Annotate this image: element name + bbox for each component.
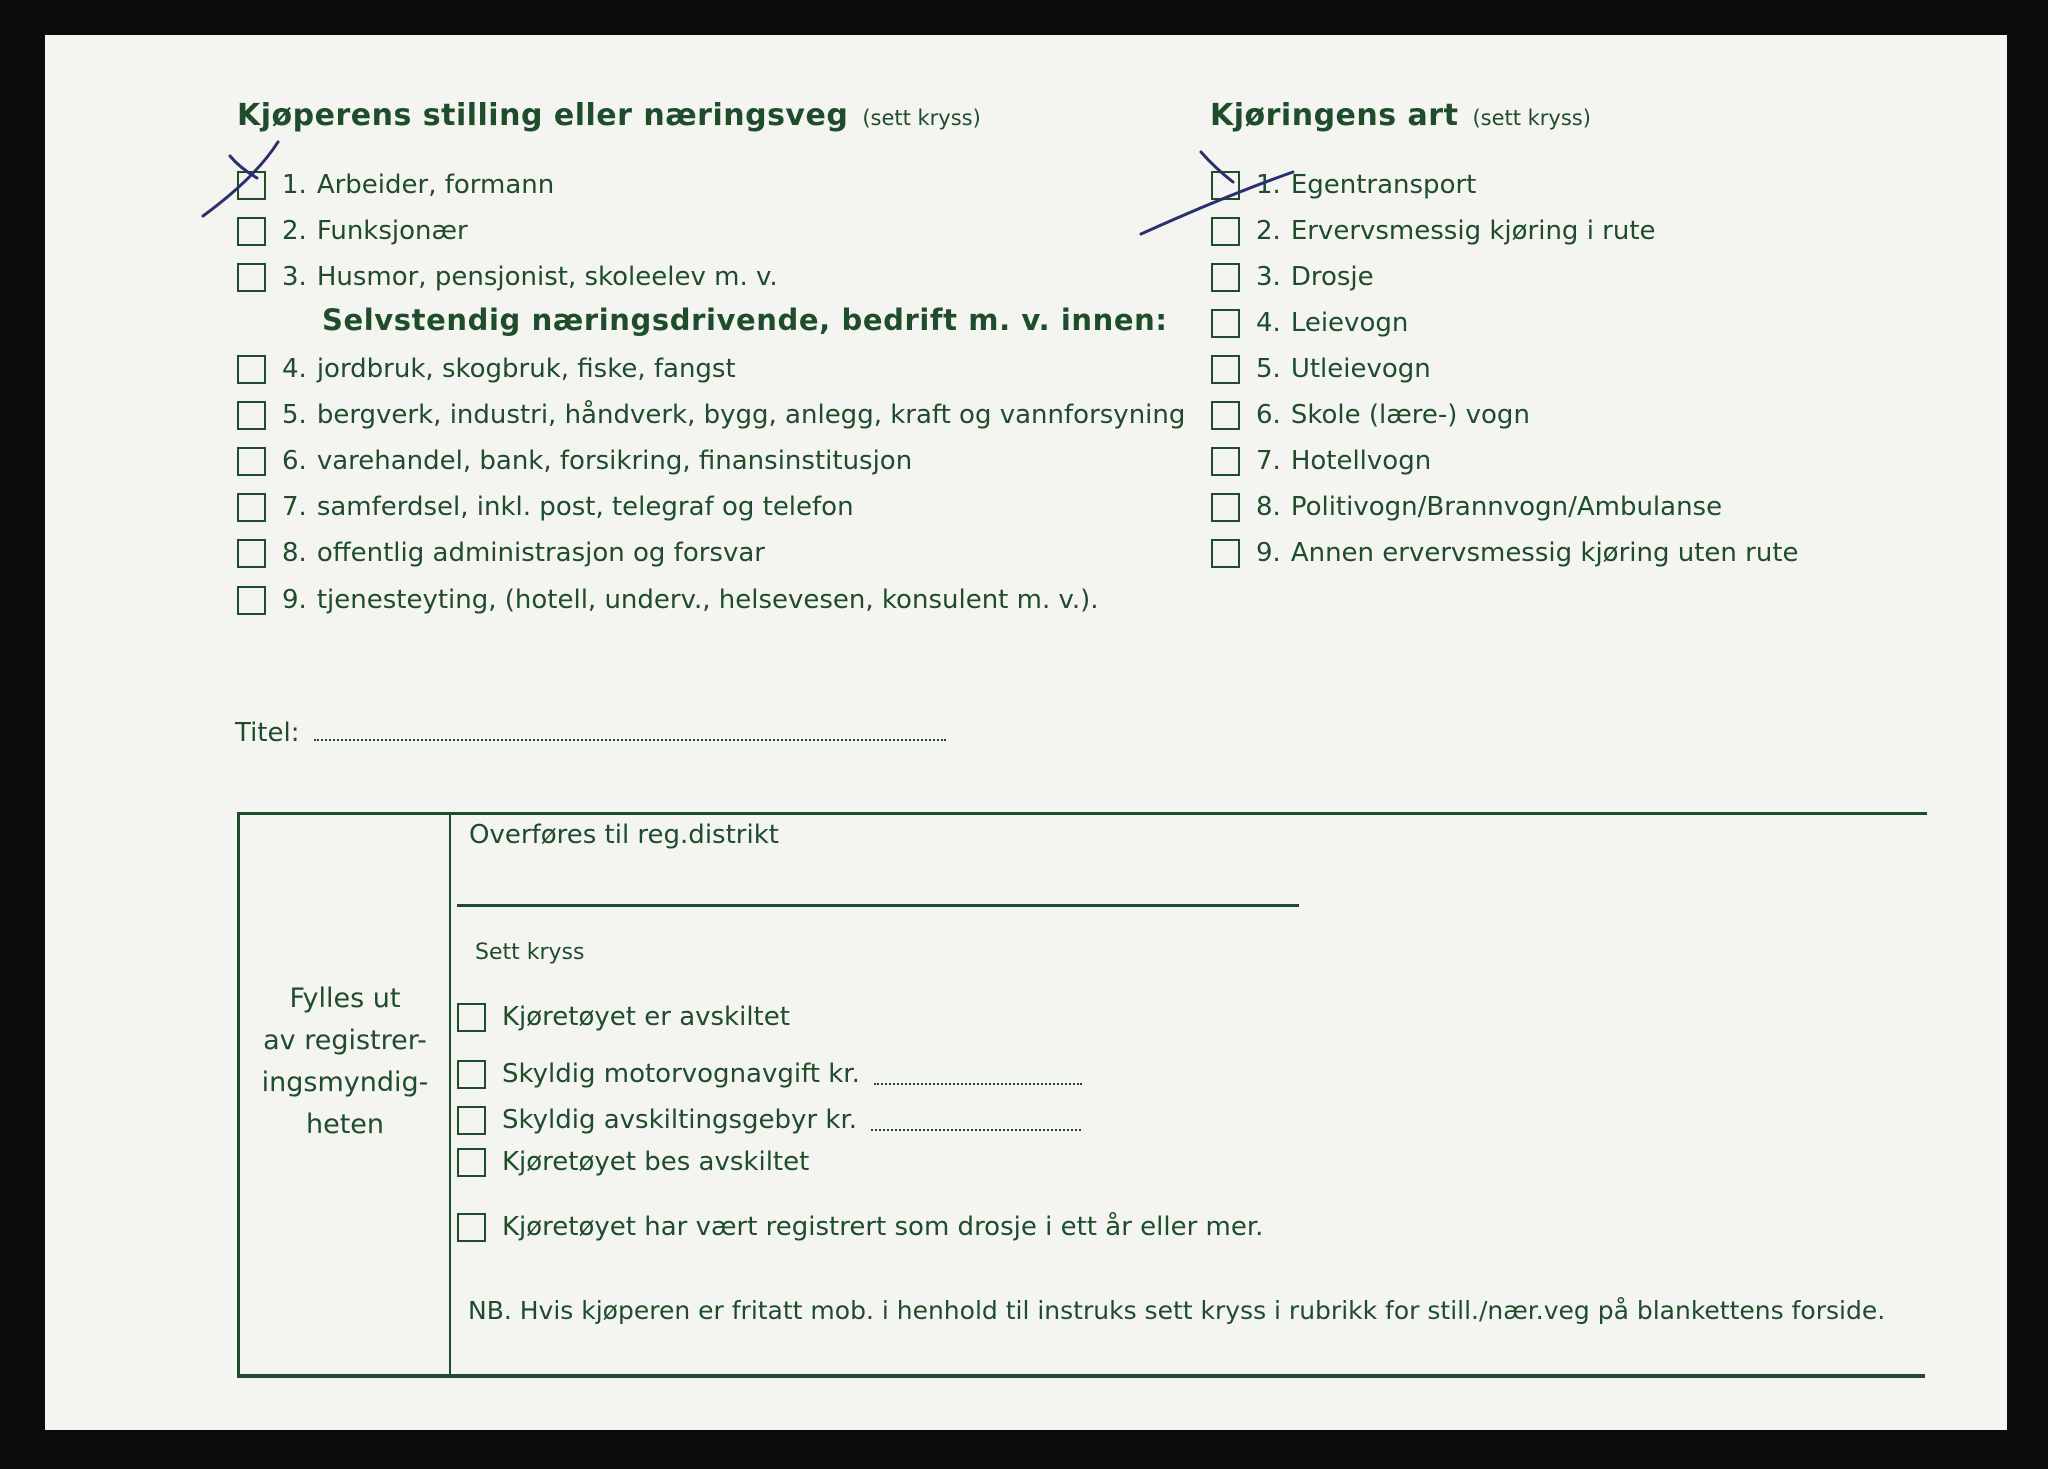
driving-option-4[interactable]: 4. Leievogn [1211, 306, 1408, 340]
driving-option-2[interactable]: 2. Ervervsmessig kjøring i rute [1211, 214, 1656, 248]
checkbox[interactable] [457, 1060, 486, 1089]
occupation-option-8[interactable]: 8. offentlig administrasjon og forsvar [237, 536, 765, 570]
checkbox[interactable] [237, 217, 266, 246]
box-top-border [239, 812, 1927, 815]
checkbox[interactable] [1211, 447, 1240, 476]
amount-dotted-line[interactable] [874, 1082, 1082, 1085]
occupation-option-5[interactable]: 5. bergverk, industri, håndverk, bygg, anlegg, kraft og vannforsyning [237, 398, 1185, 432]
transfer-underline [457, 904, 1299, 907]
checkbox[interactable] [237, 586, 266, 615]
registry-check-1[interactable]: Kjøretøyet er avskiltet [457, 1000, 790, 1034]
checkbox[interactable] [237, 493, 266, 522]
heading-note: (sett kryss) [1472, 106, 1591, 130]
occupation-option-9[interactable]: 9. tjenesteyting, (hotell, underv., helsevesen, konsulent m. v.). [237, 583, 1099, 617]
checkbox[interactable] [1211, 539, 1240, 568]
buyer-occupation-heading: Kjøperens stilling eller næringsveg (sett kryss) [237, 98, 981, 133]
check-hint: Sett kryss [475, 940, 585, 965]
authority-side-label: Fylles ut av registrer- ingsmyndig- heten [261, 983, 429, 1140]
title-label: Titel: [235, 718, 300, 748]
checkbox[interactable] [1211, 401, 1240, 430]
checkbox[interactable] [1211, 493, 1240, 522]
checkbox[interactable] [1211, 355, 1240, 384]
driving-option-6[interactable]: 6. Skole (lære-) vogn [1211, 398, 1530, 432]
occupation-option-7[interactable]: 7. samferdsel, inkl. post, telegraf og telefon [237, 490, 854, 524]
registry-check-2[interactable]: Skyldig motorvognavgift kr. [457, 1057, 1082, 1091]
transfer-label: Overføres til reg.distrikt [469, 820, 779, 850]
checkbox[interactable] [1211, 171, 1240, 200]
checkbox[interactable] [457, 1106, 486, 1135]
driving-option-5[interactable]: 5. Utleievogn [1211, 352, 1431, 386]
checkbox[interactable] [457, 1003, 486, 1032]
occupation-option-2[interactable]: 2. Funksjonær [237, 214, 468, 248]
driving-option-9[interactable]: 9. Annen ervervsmessig kjøring uten rute [1211, 536, 1799, 570]
checkbox[interactable] [237, 355, 266, 384]
title-field[interactable] [235, 718, 946, 748]
registry-check-3[interactable]: Skyldig avskiltingsgebyr kr. [457, 1103, 1081, 1137]
occupation-option-4[interactable]: 4. jordbruk, skogbruk, fiske, fangst [237, 352, 736, 386]
checkbox[interactable] [237, 401, 266, 430]
driving-option-7[interactable]: 7. Hotellvogn [1211, 444, 1431, 478]
checkbox[interactable] [1211, 263, 1240, 292]
driving-type-heading: Kjøringens art (sett kryss) [1210, 98, 1591, 133]
box-bottom-border [237, 1374, 1925, 1378]
checkbox[interactable] [237, 447, 266, 476]
occupation-option-6[interactable]: 6. varehandel, bank, forsikring, finansinstitusjon [237, 444, 912, 478]
checkbox[interactable] [1211, 309, 1240, 338]
occupation-option-3[interactable]: 3. Husmor, pensjonist, skoleelev m. v. [237, 260, 778, 294]
checkbox[interactable] [237, 171, 266, 200]
registry-check-4[interactable]: Kjøretøyet bes avskiltet [457, 1145, 809, 1179]
occupation-option-1[interactable]: 1. Arbeider, formann [237, 168, 554, 202]
checkbox[interactable] [237, 539, 266, 568]
checkbox[interactable] [237, 263, 266, 292]
driving-option-8[interactable]: 8. Politivogn/Brannvogn/Ambulanse [1211, 490, 1722, 524]
checkbox[interactable] [457, 1148, 486, 1177]
heading-note: (sett kryss) [862, 106, 981, 130]
amount-dotted-line[interactable] [871, 1128, 1081, 1131]
driving-option-1[interactable]: 1. Egentransport [1211, 168, 1476, 202]
self-employed-subheading: Selvstendig næringsdrivende, bedrift m. v. innen: [322, 303, 1168, 337]
checkbox[interactable] [457, 1213, 486, 1242]
driving-option-3[interactable]: 3. Drosje [1211, 260, 1374, 294]
checkbox[interactable] [1211, 217, 1240, 246]
exemption-note: NB. Hvis kjøperen er fritatt mob. i henhold til instruks sett kryss i rubrikk for still./nær.veg på blankettens forside. [468, 1296, 1886, 1325]
registry-check-5[interactable]: Kjøretøyet har vært registrert som drosje i ett år eller mer. [457, 1210, 1263, 1244]
title-dotted-line[interactable] [314, 738, 946, 741]
